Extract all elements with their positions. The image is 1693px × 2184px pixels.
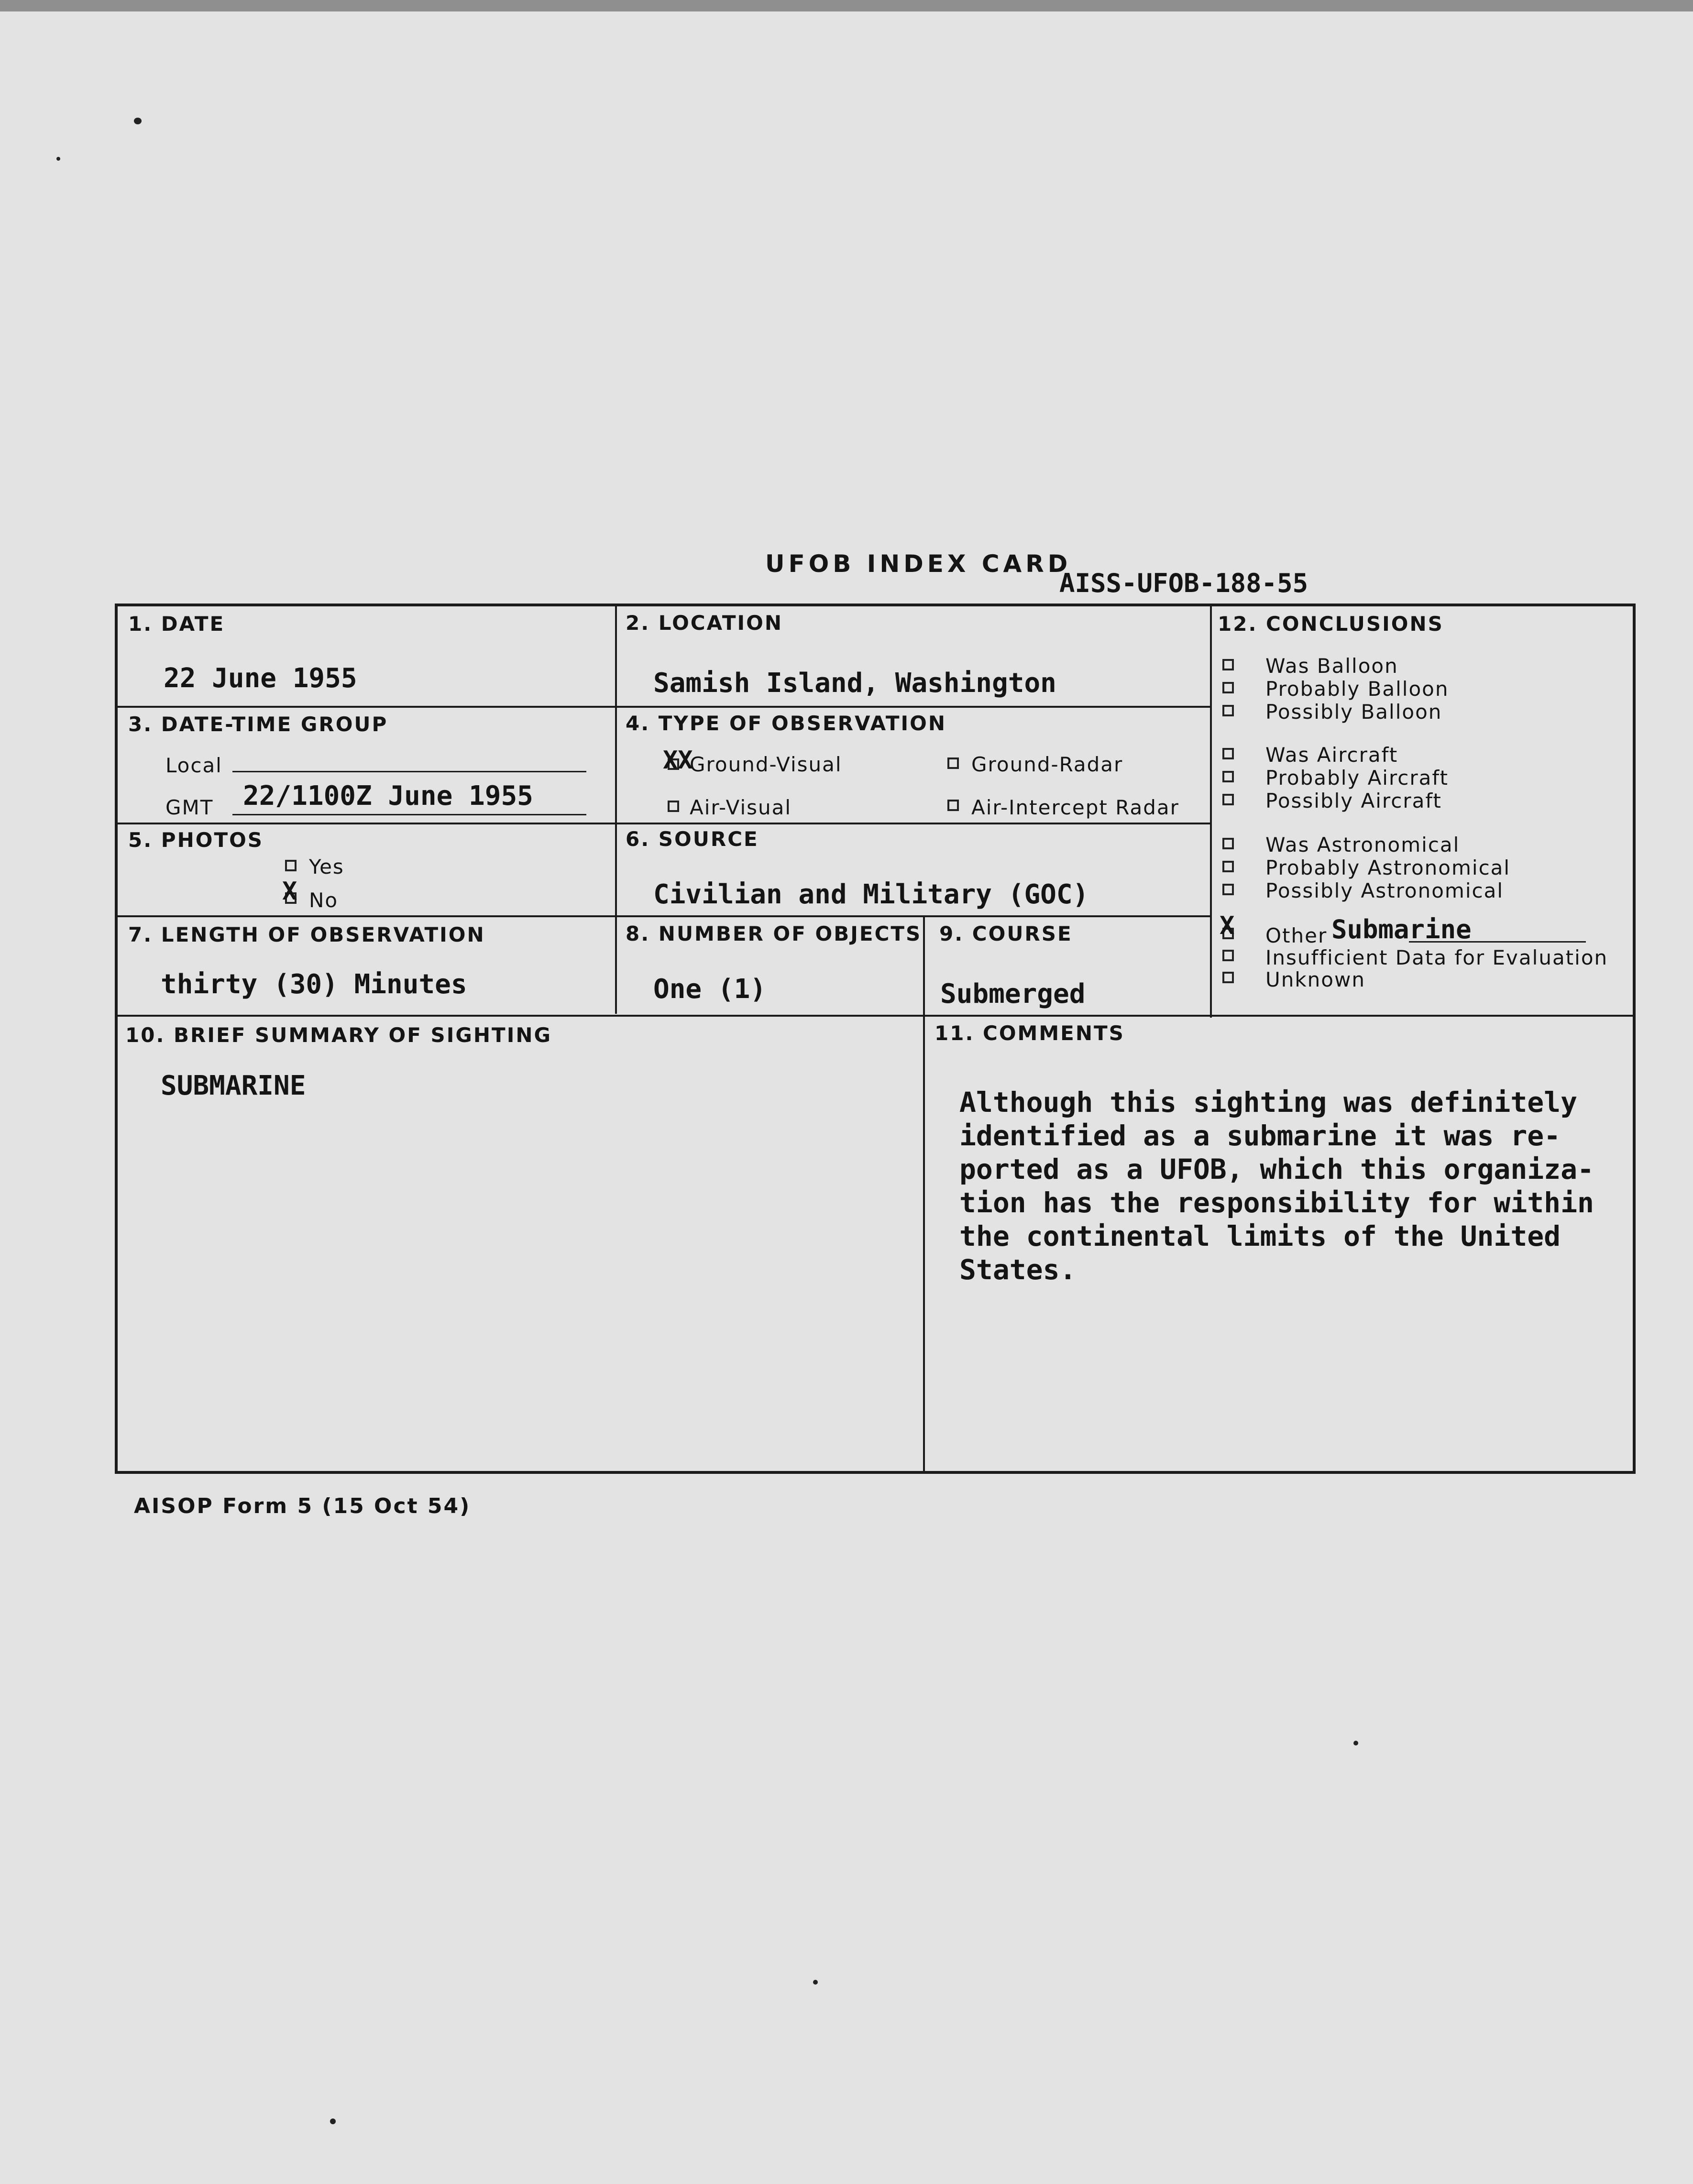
scan-top-edge: [0, 0, 1693, 11]
insufficient-data-checkbox[interactable]: [1222, 950, 1234, 961]
ground-radar-label: Ground-Radar: [971, 753, 1123, 776]
divider: [615, 606, 617, 1014]
date-value: 22 June 1955: [164, 663, 357, 694]
comments-line: identified as a submarine it was re-: [959, 1119, 1561, 1152]
other-value: Submarine: [1331, 914, 1472, 944]
length-value: thirty (30) Minutes: [161, 969, 467, 1000]
scan-speck: [134, 118, 142, 124]
index-card: [115, 604, 1636, 1474]
observation-type-label: 4. TYPE OF OBSERVATION: [626, 712, 947, 735]
air-visual-label: Air-Visual: [690, 796, 792, 819]
source-value: Civilian and Military (GOC): [653, 879, 1089, 910]
insufficient-data-label: Insufficient Data for Evaluation: [1265, 946, 1608, 969]
location-label: 2. LOCATION: [626, 611, 783, 635]
photos-no-x-mark: X: [282, 877, 297, 906]
date-time-group-label: 3. DATE-TIME GROUP: [128, 713, 388, 736]
probably-balloon-checkbox[interactable]: [1222, 682, 1234, 693]
summary-label: 10. BRIEF SUMMARY OF SIGHTING: [125, 1023, 552, 1047]
scan-speck: [330, 2118, 336, 2124]
scan-speck: [813, 1980, 818, 1985]
other-label: Other: [1265, 924, 1328, 947]
card-title: UFOB INDEX CARD: [765, 550, 1072, 578]
course-value: Submerged: [940, 978, 1086, 1010]
gmt-value: 22/1100Z June 1955: [243, 780, 533, 812]
air-intercept-radar-label: Air-Intercept Radar: [971, 796, 1179, 819]
divider: [923, 917, 925, 1474]
possibly-astronomical-checkbox[interactable]: [1222, 884, 1234, 895]
date-label: 1. DATE: [128, 612, 225, 636]
course-label: 9. COURSE: [939, 922, 1073, 945]
photos-yes-checkbox[interactable]: [285, 860, 297, 871]
gmt-underline: [232, 814, 586, 815]
ground-visual-label: Ground-Visual: [690, 753, 842, 776]
unknown-label: Unknown: [1265, 968, 1365, 991]
probably-astronomical-checkbox[interactable]: [1222, 861, 1234, 872]
probably-aircraft-checkbox[interactable]: [1222, 771, 1234, 782]
photos-no-label: No: [309, 889, 339, 912]
possibly-aircraft-checkbox[interactable]: [1222, 794, 1234, 805]
number-of-objects-value: One (1): [653, 974, 767, 1005]
photos-label: 5. PHOTOS: [128, 828, 264, 852]
conclusions-label: 12. CONCLUSIONS: [1218, 612, 1444, 636]
divider: [118, 706, 1211, 708]
comments-line: Although this sighting was definitely: [959, 1086, 1578, 1119]
location-value: Samish Island, Washington: [653, 668, 1056, 699]
comments-text: [959, 1086, 1594, 1286]
case-number: AISS-UFOB-188-55: [1059, 568, 1308, 598]
number-of-objects-label: 8. NUMBER OF OBJECTS: [626, 922, 922, 945]
was-aircraft-checkbox[interactable]: [1222, 748, 1234, 759]
ground-visual-x-mark: XX: [663, 746, 693, 775]
comments-line: tion has the responsibility for within: [959, 1186, 1594, 1219]
possibly-aircraft-label: Possibly Aircraft: [1265, 789, 1442, 812]
divider: [118, 1015, 1634, 1017]
probably-balloon-label: Probably Balloon: [1265, 677, 1449, 701]
possibly-balloon-checkbox[interactable]: [1222, 705, 1234, 716]
probably-aircraft-label: Probably Aircraft: [1265, 766, 1449, 790]
comments-label: 11. COMMENTS: [934, 1021, 1125, 1045]
other-x-mark: X: [1220, 911, 1235, 940]
local-underline: [232, 771, 586, 772]
comments-line: States.: [959, 1253, 1077, 1286]
was-balloon-checkbox[interactable]: [1222, 659, 1234, 670]
length-label: 7. LENGTH OF OBSERVATION: [128, 923, 485, 946]
scan-speck: [56, 157, 60, 161]
was-astronomical-checkbox[interactable]: [1222, 838, 1234, 849]
air-intercept-radar-checkbox[interactable]: [947, 800, 959, 811]
divider: [118, 915, 1211, 917]
source-label: 6. SOURCE: [626, 827, 759, 851]
was-aircraft-label: Was Aircraft: [1265, 743, 1398, 767]
air-visual-checkbox[interactable]: [668, 801, 679, 812]
summary-value: SUBMARINE: [161, 1070, 306, 1101]
possibly-balloon-label: Possibly Balloon: [1265, 700, 1442, 724]
ground-radar-checkbox[interactable]: [947, 757, 959, 769]
unknown-checkbox[interactable]: [1222, 972, 1234, 983]
scan-speck: [1353, 1741, 1358, 1745]
gmt-label: GMT: [165, 796, 214, 819]
divider: [118, 823, 1211, 824]
comments-line: ported as a UFOB, which this organiza-: [959, 1153, 1594, 1185]
form-id: AISOP Form 5 (15 Oct 54): [134, 1494, 471, 1518]
divider: [1210, 606, 1212, 1018]
comments-line: the continental limits of the United: [959, 1220, 1561, 1252]
was-balloon-label: Was Balloon: [1265, 654, 1398, 678]
probably-astronomical-label: Probably Astronomical: [1265, 856, 1511, 879]
photos-yes-label: Yes: [309, 855, 344, 878]
possibly-astronomical-label: Possibly Astronomical: [1265, 879, 1504, 902]
local-label: Local: [165, 754, 222, 777]
was-astronomical-label: Was Astronomical: [1265, 833, 1460, 856]
